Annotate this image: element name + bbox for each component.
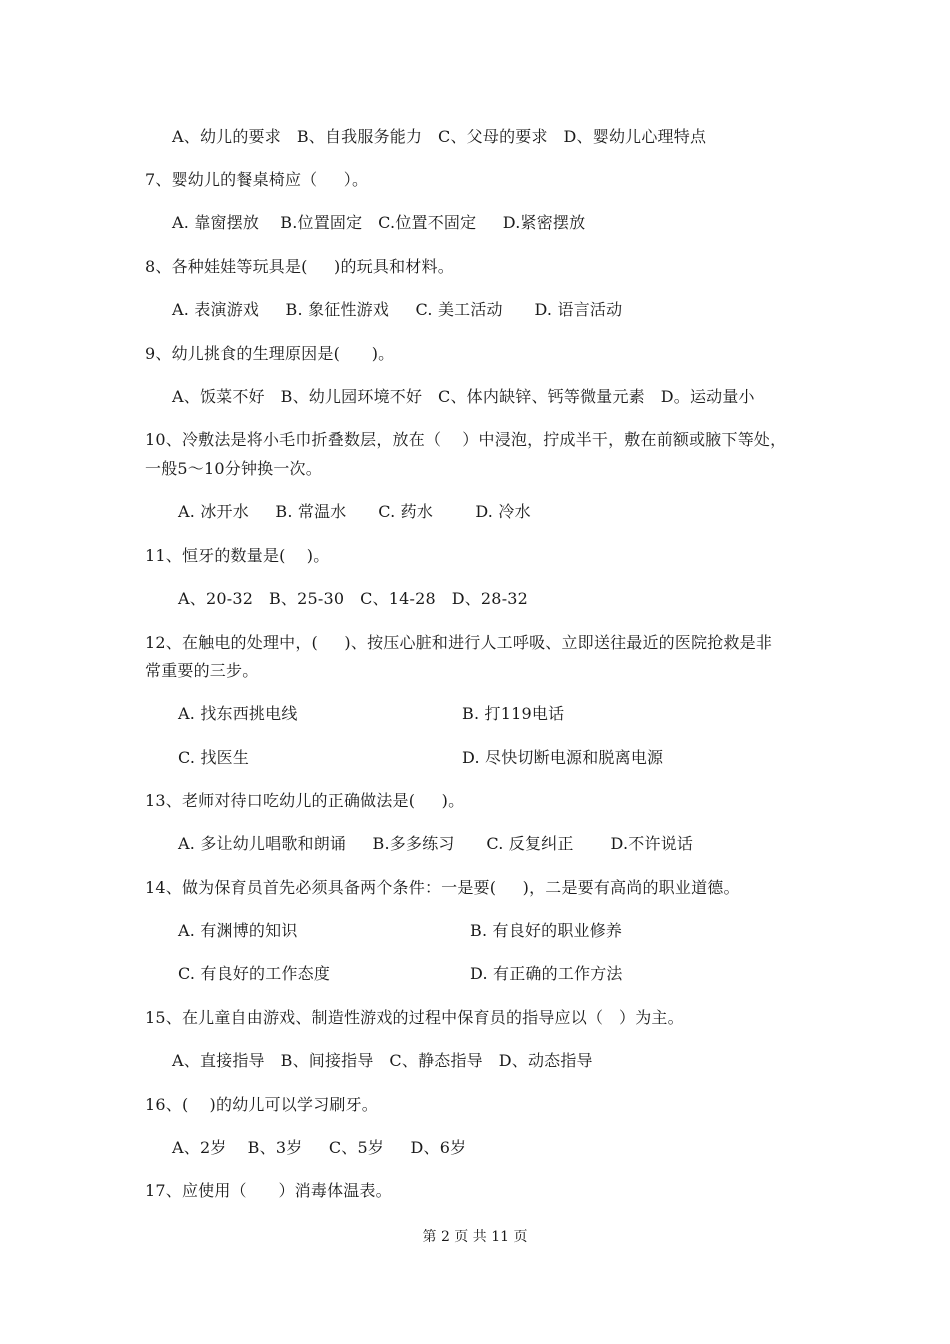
- q12-option-c: C. 找医生: [178, 748, 250, 767]
- q10-options: A. 冰开水 B. 常温水 C. 药水 D. 冷水: [178, 502, 531, 521]
- q13-options: A. 多让幼儿唱歌和朗诵 B.多多练习 C. 反复纠正 D.不许说话: [178, 834, 694, 853]
- q6-options: A、幼儿的要求 B、自我服务能力 C、父母的要求 D、婴幼儿心理特点: [172, 127, 707, 146]
- page-number: 第 2 页 共 11 页: [422, 1229, 528, 1245]
- question-7: 7、婴幼儿的餐桌椅应（ ）。: [145, 170, 369, 189]
- q14-option-c: C. 有良好的工作态度: [178, 964, 331, 983]
- question-12-cont: 常重要的三步。: [145, 661, 259, 680]
- question-13: 13、老师对待口吃幼儿的正确做法是( )。: [145, 791, 465, 810]
- question-14: 14、做为保育员首先必须具备两个条件：一是要( )，二是要有高尚的职业道德。: [145, 878, 740, 897]
- q9-options: A、饭菜不好 B、幼儿园环境不好 C、体内缺锌、钙等微量元素 D。运动量小: [172, 387, 755, 406]
- q14-option-b: B. 有良好的职业修养: [470, 921, 623, 940]
- q8-options: A. 表演游戏 B. 象征性游戏 C. 美工活动 D. 语言活动: [172, 300, 623, 319]
- q12-option-a: A. 找东西挑电线: [178, 704, 298, 723]
- question-8: 8、各种娃娃等玩具是( )的玩具和材料。: [145, 257, 454, 276]
- q12-option-b: B. 打119电话: [462, 704, 565, 723]
- q15-options: A、直接指导 B、间接指导 C、静态指导 D、动态指导: [172, 1051, 593, 1070]
- question-9: 9、幼儿挑食的生理原因是( )。: [145, 344, 395, 363]
- q7-options: A. 靠窗摆放 B.位置固定 C.位置不固定 D.紧密摆放: [172, 213, 586, 232]
- q16-options: A、2岁 B、3岁 C、5岁 D、6岁: [172, 1138, 467, 1157]
- question-16: 16、( )的幼儿可以学习刷牙。: [145, 1095, 378, 1114]
- question-11: 11、恒牙的数量是( )。: [145, 546, 330, 565]
- question-17: 17、应使用（ ）消毒体温表。: [145, 1181, 392, 1200]
- q14-option-a: A. 有渊博的知识: [178, 921, 298, 940]
- question-10: 10、冷敷法是将小毛巾折叠数层，放在（ ）中浸泡，拧成半干，敷在前额或腋下等处，: [145, 430, 787, 449]
- question-15: 15、在儿童自由游戏、制造性游戏的过程中保育员的指导应以（ ）为主。: [145, 1008, 684, 1027]
- q11-options: A、20-32 B、25-30 C、14-28 D、28-32: [178, 589, 529, 608]
- question-12: 12、在触电的处理中，( )、按压心脏和进行人工呼吸、立即送往最近的医院抢救是非: [145, 633, 773, 652]
- q14-option-d: D. 有正确的工作方法: [470, 964, 623, 983]
- question-10-cont: 一般5～10分钟换一次。: [145, 459, 322, 478]
- q12-option-d: D. 尽快切断电源和脱离电源: [462, 748, 664, 767]
